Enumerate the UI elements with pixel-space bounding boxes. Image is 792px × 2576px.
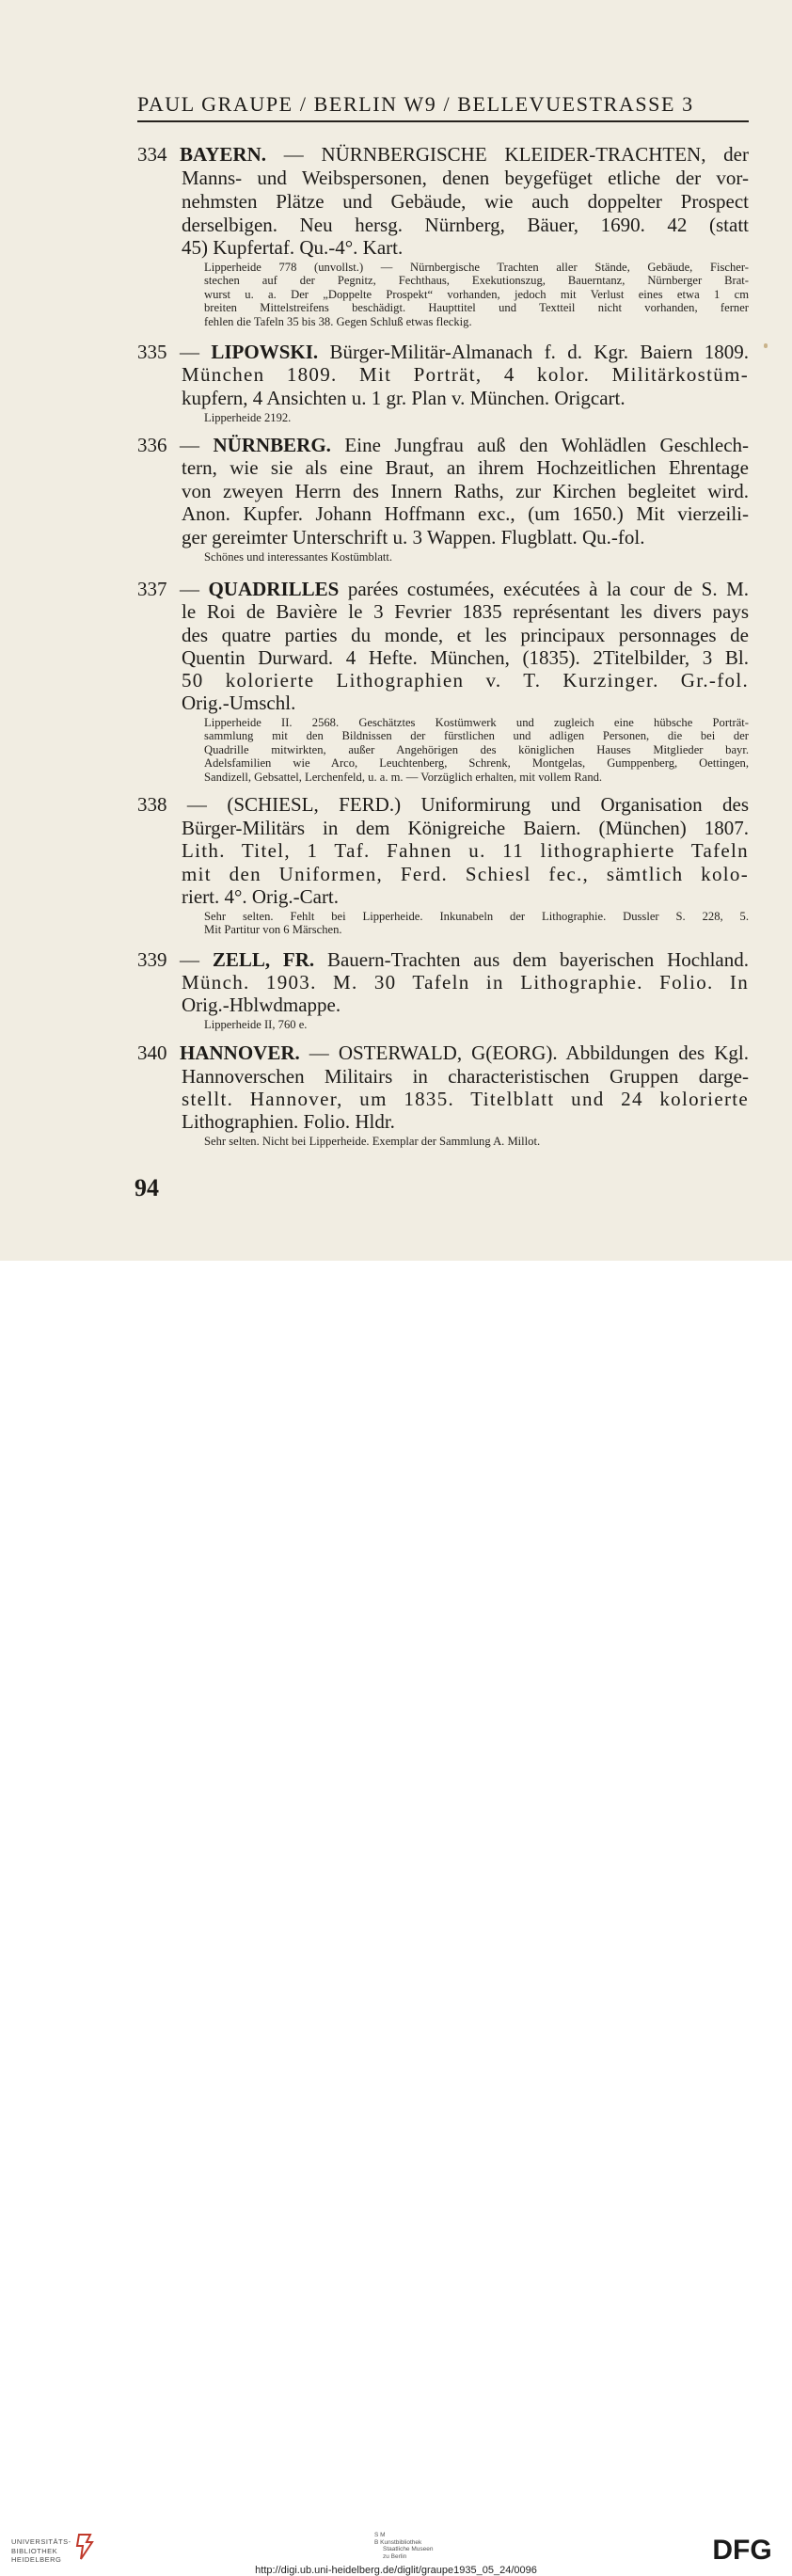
entry-line: 340 HANNOVER. — OSTERWALD, G(EORG). Abbildungen des Kgl.	[137, 1042, 749, 1064]
entry-line: 339 — ZELL, FR. Bauern-Trachten aus dem bayerischen Hochland.	[137, 948, 749, 971]
entry-line: Hannoverschen Militairs in characteristischen Gruppen darge-	[182, 1065, 749, 1088]
sm-line: Staatliche Museen	[383, 2546, 434, 2553]
entry-line: Lith. Titel, 1 Taf. Fahnen u. 11 lithographierte Tafeln	[182, 839, 749, 862]
entry-line: Orig.-Hblwdmappe.	[182, 994, 341, 1016]
page-number: 94	[135, 1174, 159, 1201]
entry-line: des quatre parties du monde, et les principaux personnages de	[182, 624, 749, 646]
entry-note: Lipperheide 778 (unvollst.) — Nürnbergische Trachten aller Stände, Gebäude, Fischer-	[204, 261, 749, 274]
dfg-logo-text: DFG	[712, 2536, 772, 2563]
entry-note: Mit Partitur von 6 Märschen.	[204, 923, 342, 937]
entry-note: breiten Mittelstreifens beschädigt. Haupttitel und Textteil nicht vorhanden, ferner	[204, 301, 749, 315]
entry-note: Adelsfamilien wie Arco, Leuchtenberg, Schrenk, Montgelas, Gumppenberg, Oettingen,	[204, 756, 749, 771]
entry-note: Lipperheide 2192.	[204, 411, 292, 424]
entry-line: ger gereimter Unterschrift u. 3 Wappen. Flugblatt. Qu.-fol.	[182, 526, 645, 549]
sm-line: S M	[374, 2532, 386, 2538]
entry-line: Orig.-Umschl.	[182, 692, 296, 714]
sm-line: B Kunstbibliothek	[374, 2538, 422, 2546]
entry-line: 334 BAYERN. — NÜRNBERGISCHE KLEIDER-TRACHTEN, der	[137, 143, 749, 166]
entry-note: fehlen die Tafeln 35 bis 38. Gegen Schluß etwas fleckig.	[204, 314, 472, 328]
university-logo-icon	[73, 2533, 94, 2561]
entry-line: 337 — QUADRILLES parées costumées, exécutées à la cour de S. M.	[137, 578, 749, 600]
entry-note: Sehr selten. Nicht bei Lipperheide. Exemplar der Sammlung A. Millot.	[204, 1135, 541, 1148]
sm-line: zu Berlin	[383, 2552, 407, 2560]
page-header: PAUL GRAUPE / BERLIN W9 / BELLEVUESTRASSE 3	[137, 92, 694, 116]
entry-note: stechen auf der Pegnitz, Fechthaus, Exekutionszug, Bauerntanz, Nürnberger Brat-	[204, 274, 749, 288]
entry-line: tern, wie sie als eine Braut, an ihrem Hochzeitlichen Ehrentage	[182, 456, 749, 479]
entry-line: riert. 4°. Orig.-Cart.	[182, 885, 340, 908]
entry-note: sammlung mit den Bildnissen der fürstlichen und adligen Personen, die bei der	[204, 729, 749, 743]
entry-line: Lithographien. Folio. Hldr.	[182, 1110, 395, 1133]
entry-line: 338 — (SCHIESL, FERD.) Uniformirung und Organisation des	[137, 793, 749, 816]
entry-line: 335 — LIPOWSKI. Bürger-Militär-Almanach f. d. Kgr. Baiern 1809.	[137, 341, 749, 363]
header-rule	[137, 120, 749, 122]
entry-line: le Roi de Bavière le 3 Fevrier 1835 représentant les divers pays	[182, 600, 749, 623]
entry-line: München 1809. Mit Porträt, 4 kolor. Militärkostüm-	[182, 363, 749, 386]
entry-note: Quadrille mitwirkten, außer Angehörigen des königlichen Hauses Mitglieder bayr.	[204, 742, 749, 756]
entry-note: Lipperheide II. 2568. Geschätztes Kostümwerk und zugleich eine hübsche Porträt-	[204, 716, 749, 729]
footer-bar	[0, 1261, 792, 2576]
entry-line: nehmsten Plätze und Gebäude, wie auch doppelter Prospect	[182, 190, 749, 213]
entry-line: Münch. 1903. M. 30 Tafeln in Lithographie. Folio. In	[182, 971, 749, 994]
sm-kunstbibliothek-block	[374, 2532, 433, 2560]
entry-line: stellt. Hannover, um 1835. Titelblatt und 24 kolorierte	[182, 1088, 749, 1110]
scanned-page	[0, 0, 792, 1261]
entry-note: Lipperheide II, 760 e.	[204, 1018, 308, 1031]
entry-line: 50 kolorierte Lithographien v. T. Kurzinger. Gr.-fol.	[182, 669, 749, 692]
entry-line: derselbigen. Neu hersg. Nürnberg, Bäuer, 1690. 42 (statt	[182, 214, 749, 236]
paper-speck	[764, 343, 768, 348]
entry-line: Quentin Durward. 4 Hefte. München, (1835). 2Titelbilder, 3 Bl.	[182, 646, 749, 669]
entry-line: von zweyen Herrn des Innern Raths, zur Kirchen begleitet wird.	[182, 480, 749, 502]
entry-line: 45) Kupfertaf. Qu.-4°. Kart.	[182, 236, 404, 259]
entry-line: Manns- und Weibspersonen, denen beygefüget etliche der vor-	[182, 167, 749, 189]
entry-line: mit den Uniformen, Ferd. Schiesl fec., sämtlich kolo-	[182, 863, 749, 885]
dfg-logo-icon	[703, 2536, 782, 2563]
entry-line: 336 — NÜRNBERG. Eine Jungfrau auß den Wohlädlen Geschlech-	[137, 434, 749, 456]
entry-note: wurst u. a. Der „Doppelte Prospekt“ vorhanden, jedoch mit Verlust eines etwa 1 cm	[204, 287, 749, 301]
entry-line: Bürger-Militärs in dem Königreiche Baiern. (München) 1807.	[182, 817, 749, 839]
entry-note: Sehr selten. Fehlt bei Lipperheide. Inkunabeln der Lithographie. Dussler S. 228, 5.	[204, 910, 749, 923]
source-url[interactable]: http://digi.ub.uni-heidelberg.de/diglit/graupe1935_05_24/0096	[255, 2565, 537, 2576]
entry-note: Sandizell, Gebsattel, Lerchenfeld, u. a. m. — Vorzüglich erhalten, mit vollem Rand.	[204, 770, 603, 784]
university-name: UNIVERSITÄTS- BIBLIOTHEK HEIDELBERG	[11, 2537, 71, 2564]
entry-line: Anon. Kupfer. Johann Hoffmann exc., (um 1650.) Mit vierzeili-	[182, 502, 749, 525]
entry-line: kupfern, 4 Ansichten u. 1 gr. Plan v. München. Origcart.	[182, 387, 626, 409]
entry-note: Schönes und interessantes Kostümblatt.	[204, 550, 393, 564]
